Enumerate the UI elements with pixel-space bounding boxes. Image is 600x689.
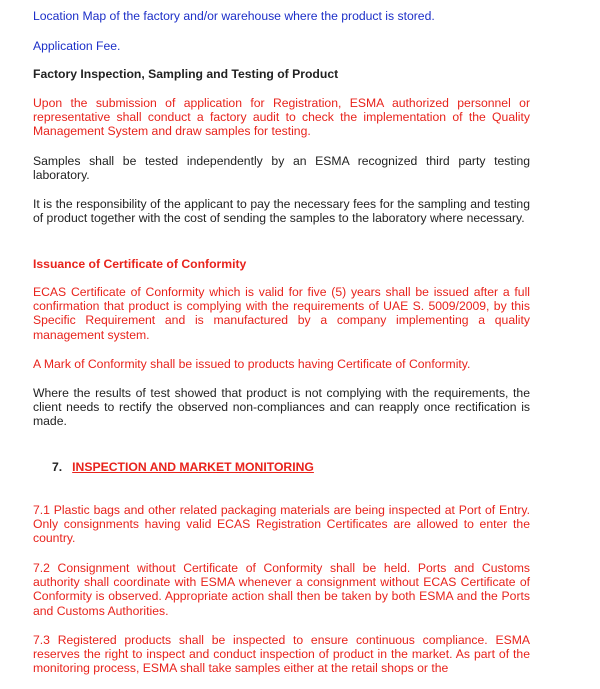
- applicant-fees-paragraph: It is the responsibility of the applicant to pay the necessary fees for the sampling and testing of product together with the cost of sending the samples to the laboratory where necessary.: [33, 197, 530, 226]
- section-title: INSPECTION AND MARKET MONITORING: [72, 460, 314, 474]
- certificate-validity-paragraph: ECAS Certificate of Conformity which is valid for five (5) years shall be issued after a full confirmation that product is complying with the requirements of UAE S. 5009/2009, by this Specific Requirement and is manufactured by a company implementing a quality management system.: [33, 285, 530, 342]
- paragraph-7-3: 7.3 Registered products shall be inspected to ensure continuous compliance. ESMA reserves the right to inspect and conduct inspection of product in the market. As part of the monitoring process, ESMA shall take samples either at the retail shops or the: [33, 633, 530, 676]
- location-map-item: Location Map of the factory and/or warehouse where the product is stored.: [33, 9, 435, 23]
- section-7-heading: [52, 460, 314, 474]
- factory-inspection-heading: Factory Inspection, Sampling and Testing of Product: [33, 67, 339, 81]
- samples-testing-paragraph: Samples shall be tested independently by an ESMA recognized third party testing laboratory.: [33, 154, 530, 183]
- issuance-heading: Issuance of Certificate of Conformity: [33, 257, 247, 271]
- mark-of-conformity-paragraph: A Mark of Conformity shall be issued to products having Certificate of Conformity.: [33, 357, 471, 371]
- paragraph-7-1: 7.1 Plastic bags and other related packaging materials are being inspected at Port of Entry. Only consignments having valid ECAS Registration Certificates are allowed to enter the country.: [33, 503, 530, 546]
- paragraph-7-2: 7.2 Consignment without Certificate of Conformity shall be held. Ports and Customs authority shall coordinate with ESMA whenever a consignment without ECAS Certificate of Conformity is observed. Appropriate action shall then be taken by both ESMA and the Ports and Customs Authorities.: [33, 561, 530, 618]
- factory-inspection-paragraph: Upon the submission of application for Registration, ESMA authorized personnel or representative shall conduct a factory audit to check the implementation of the Quality Management System and draw samples for testing.: [33, 96, 530, 139]
- non-compliance-paragraph: Where the results of test showed that product is not complying with the requirements, the client needs to rectify the observed non-compliances and can reapply once rectification is made.: [33, 386, 530, 429]
- application-fee-item: Application Fee.: [33, 39, 121, 53]
- section-number: 7.: [52, 460, 63, 474]
